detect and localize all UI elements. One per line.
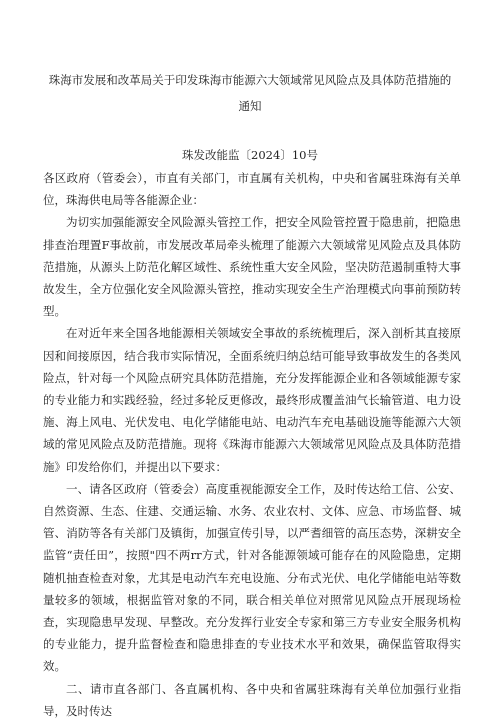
paragraph-background: 在对近年来全国各地能源相关领域安全事故的系统梳理后，深入剖析其直接原因和间接原因，结合我市实际情况，全面系统归纳总结可能导致事故发生的各类风险点，针对每一个风险点研究具体防范措施，充分发挥能源企业和各领域能源专家的专业能力和实践经验，经过多轮反更修改，最终形成覆盖油气长输管道、电力设施、海上风电、光伏发电、电化学储能电站、电动汽车充电基础设施等能源六大领域的常见风险点及防范措施。现将《珠海市能源六大领域常见风险点及具体防范措施》印发给你们，并提出以下要求： — [43, 326, 461, 474]
document-title-line-2: 通知 — [238, 99, 262, 113]
paragraph-requirement-2: 二、请市直各部门、各直属机构、各中央和省属驻珠海有关单位加强行业指导，及时传达 — [43, 681, 461, 718]
document-title-line-1: 珠海市发展和改革局关于印发珠海市能源六大领域常见风险点及具体防范措施的 — [48, 73, 452, 87]
paragraph-requirement-1: 一、请各区政府（管委会）高度重视能源安全工作，及时传达给工信、公安、自然资源、生态、住建、交通运输、水务、农业农村、文体、应急、市场监督、城管、消防等各有关部门及镇街，加强宣传引导，以严耆细管的高压态势，深耕安全监管“责任田”，按照"四不两rr方式，针对各能源领域可能存在的风险隐患，定期随机抽查检查对象，尤其是电动汽车充电设施、分布式光伏、电化学储能电站等数量较多的领域，根据监管对象的不同，联合相关单位对照常见风险点开展现场检查，实现隐患早发现、早整改。充分发挥行业安全专家和第三方专业安全服务机构的专业能力，提升监督检查和隐患排查的专业技术水平和效果，确保监管取得实效。 — [43, 481, 461, 674]
addressee: 各区政府（管委会），市直有关部门，市直属有关机构，中央和省属驻珠海有关单位，珠海供电局等各能源企业： — [43, 171, 461, 208]
paragraph-intro: 为切实加强能源安全风险源头管控工作，把安全风险管控置于隐患前，把隐患排查治理置F事故前，市发展改革局牵头梳理了能源六大领域常见风险点及具体防范措施，从源头上防范化解区域性、系统性重大安全风险，坚决防范遏制重特大事故发生，全方位强化安全风险源头管控，推动实现安全生产治理模式向事前预防转型。 — [43, 215, 461, 319]
document-body — [43, 167, 461, 722]
document-number: 珠发改能监〔2024〕10号 — [182, 148, 318, 162]
